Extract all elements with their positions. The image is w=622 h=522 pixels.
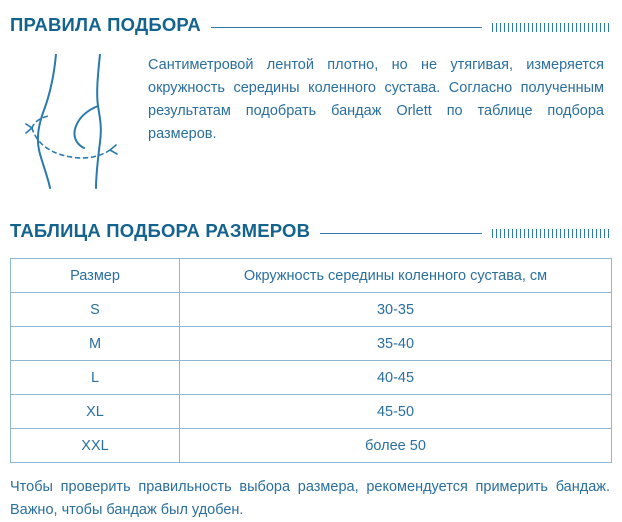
page-title: ПРАВИЛА ПОДБОРА (10, 14, 201, 35)
rules-paragraph: Сантиметровой лентой плотно, но не утягивая, измеряется окружность середины коленного сустава. Согласно полученным результатам подобрать бандаж Orlett по таблице подбора размеров. (148, 57, 604, 142)
table-row (11, 395, 612, 429)
cell-circumference: 30-35 (180, 293, 612, 327)
cell-size: L (11, 361, 180, 395)
sizes-rule-line (320, 233, 482, 234)
column-header-size: Размер (11, 259, 180, 293)
table-row (11, 327, 612, 361)
rules-intro-block (10, 50, 612, 194)
column-header-circumference: Окружность середины коленного сустава, см (180, 259, 612, 293)
table-row (11, 429, 612, 463)
table-row (11, 361, 612, 395)
cell-circumference: 35-40 (180, 327, 612, 361)
knee-icon (10, 50, 148, 194)
header-dotted-decoration (492, 21, 612, 33)
table-row (11, 293, 612, 327)
cell-size: XL (11, 395, 180, 429)
sizes-section-header (10, 194, 612, 242)
sizes-dotted-decoration (492, 227, 612, 239)
cell-size: S (11, 293, 180, 327)
rules-section-header (10, 0, 612, 36)
cell-circumference: более 50 (180, 429, 612, 463)
cell-size: XXL (11, 429, 180, 463)
size-table-wrapper (10, 258, 612, 463)
header-rule-line (211, 27, 482, 28)
size-table (10, 258, 612, 463)
table-header-row (11, 259, 612, 293)
cell-circumference: 45-50 (180, 395, 612, 429)
cell-size: M (11, 327, 180, 361)
cell-circumference: 40-45 (180, 361, 612, 395)
footer-note: Чтобы проверить правильность выбора размера, рекомендуется примерить бандаж. Важно, чтобы бандаж был удобен. (10, 479, 610, 518)
sizes-title: ТАБЛИЦА ПОДБОРА РАЗМЕРОВ (10, 220, 311, 241)
